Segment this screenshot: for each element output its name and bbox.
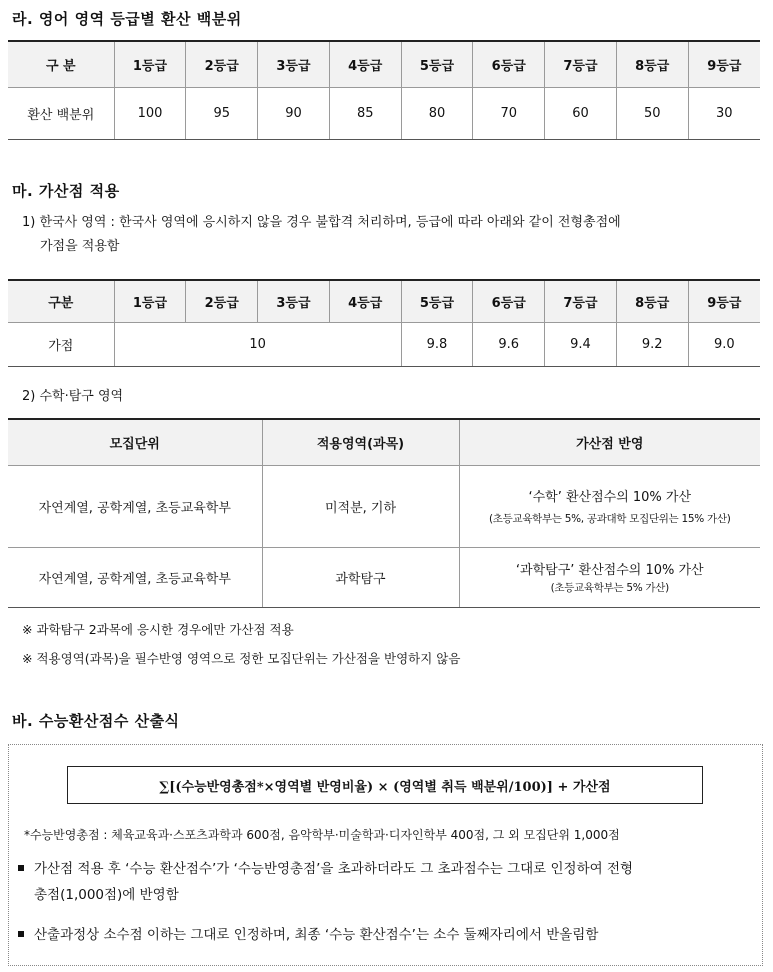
section-title-english: 라. 영어 영역 등급별 환산 백분위 (12, 10, 242, 28)
section-title-bonus: 마. 가산점 적용 (12, 182, 120, 200)
table-header-row (8, 280, 760, 322)
header-cell: 3등급 (258, 41, 330, 87)
formula-box: ∑[(수능반영총점*×영역별 반영비율) × (영역별 취득 백분위/100)] + 가산점 (67, 766, 703, 804)
header-cell: 1등급 (114, 41, 186, 87)
header-cell: 모집단위 (8, 419, 262, 465)
note-required-area: ※ 적용영역(과목)을 필수반영 영역으로 정한 모집단위는 가산점을 반영하지 않음 (22, 651, 461, 666)
history-bonus-table (8, 279, 760, 367)
value-cell: 50 (616, 87, 688, 139)
table-row (8, 465, 760, 547)
bullet-text: 가산점 적용 후 ‘수능 환산점수’가 ‘수능반영총점’을 초과하더라도 그 초과점수는 그대로 인정하여 전형 (34, 861, 634, 877)
value-cell: 9.0 (688, 322, 760, 366)
value-cell: 70 (473, 87, 545, 139)
row-label: 환산 백분위 (8, 87, 114, 139)
table-row (8, 322, 760, 366)
header-cell: 구 분 (8, 41, 114, 87)
bullet-text-cont: 총점(1,000점)에 반영함 (34, 887, 179, 903)
header-cell: 9등급 (688, 41, 760, 87)
bonus-cell (459, 465, 760, 547)
square-bullet-icon (18, 931, 24, 937)
header-cell: 4등급 (329, 41, 401, 87)
header-cell: 4등급 (329, 280, 401, 322)
value-cell: 85 (329, 87, 401, 139)
value-cell: 100 (114, 87, 186, 139)
header-cell: 7등급 (545, 280, 617, 322)
table-row (8, 87, 760, 139)
math-science-table (8, 418, 760, 608)
unit-cell: 자연계열, 공학계열, 초등교육학부 (8, 547, 262, 607)
korean-history-rule: 1) 한국사 영역 : 한국사 영역에 응시하지 않을 경우 불합격 처리하며, 등급에 따라 아래와 같이 전형총점에 (22, 215, 621, 230)
header-cell: 2등급 (186, 41, 258, 87)
area-cell: 미적분, 기하 (262, 465, 459, 547)
header-cell: 5등급 (401, 280, 473, 322)
bullet-item (18, 856, 773, 908)
note-science: ※ 과학탐구 2과목에 응시한 경우에만 가산점 적용 (22, 622, 294, 637)
math-science-subtitle: 2) 수학·탐구 영역 (22, 389, 124, 404)
value-cell: 90 (258, 87, 330, 139)
header-cell: 3등급 (258, 280, 330, 322)
bonus-cell (459, 547, 760, 607)
header-cell: 적용영역(과목) (262, 419, 459, 465)
bullet-text: 산출과정상 소수점 이하는 그대로 인정하며, 최종 ‘수능 환산점수’는 소수 둘째자리에서 반올림함 (34, 927, 599, 943)
section-title-formula: 바. 수능환산점수 산출식 (12, 712, 180, 730)
merged-value-cell: 10 (114, 322, 401, 366)
bullet-item (18, 922, 773, 948)
square-bullet-icon (18, 865, 24, 871)
formula-footnote: *수능반영총점 : 체육교육과·스포츠과학과 600점, 음악학부·미술학과·디자인학부 400점, 그 외 모집단위 1,000점 (24, 828, 620, 842)
header-cell: 구분 (8, 280, 114, 322)
header-cell: 가산점 반영 (459, 419, 760, 465)
header-cell: 7등급 (545, 41, 617, 87)
header-cell: 6등급 (473, 280, 545, 322)
unit-cell: 자연계열, 공학계열, 초등교육학부 (8, 465, 262, 547)
header-cell: 6등급 (473, 41, 545, 87)
header-cell: 2등급 (186, 280, 258, 322)
value-cell: 9.8 (401, 322, 473, 366)
value-cell: 80 (401, 87, 473, 139)
table-header-row (8, 419, 760, 465)
value-cell: 95 (186, 87, 258, 139)
value-cell: 9.4 (545, 322, 617, 366)
bonus-sub: (초등교육학부는 5% 가산) (550, 582, 669, 594)
english-grade-table (8, 40, 760, 140)
header-cell: 8등급 (616, 41, 688, 87)
table-header-row (8, 41, 760, 87)
header-cell: 5등급 (401, 41, 473, 87)
value-cell: 9.6 (473, 322, 545, 366)
bonus-main: ‘과학탐구’ 환산점수의 10% 가산 (515, 563, 704, 578)
korean-history-rule-cont: 가점을 적용함 (40, 239, 120, 254)
value-cell: 30 (688, 87, 760, 139)
bonus-sub: (초등교육학부는 5%, 공과대학 모집단위는 15% 가산) (489, 513, 731, 525)
table-row (8, 547, 760, 607)
header-cell: 8등급 (616, 280, 688, 322)
area-cell: 과학탐구 (262, 547, 459, 607)
header-cell: 1등급 (114, 280, 186, 322)
value-cell: 60 (545, 87, 617, 139)
bonus-main: ‘수학’ 환산점수의 10% 가산 (528, 490, 692, 505)
header-cell: 9등급 (688, 280, 760, 322)
value-cell: 9.2 (616, 322, 688, 366)
row-label: 가점 (8, 322, 114, 366)
